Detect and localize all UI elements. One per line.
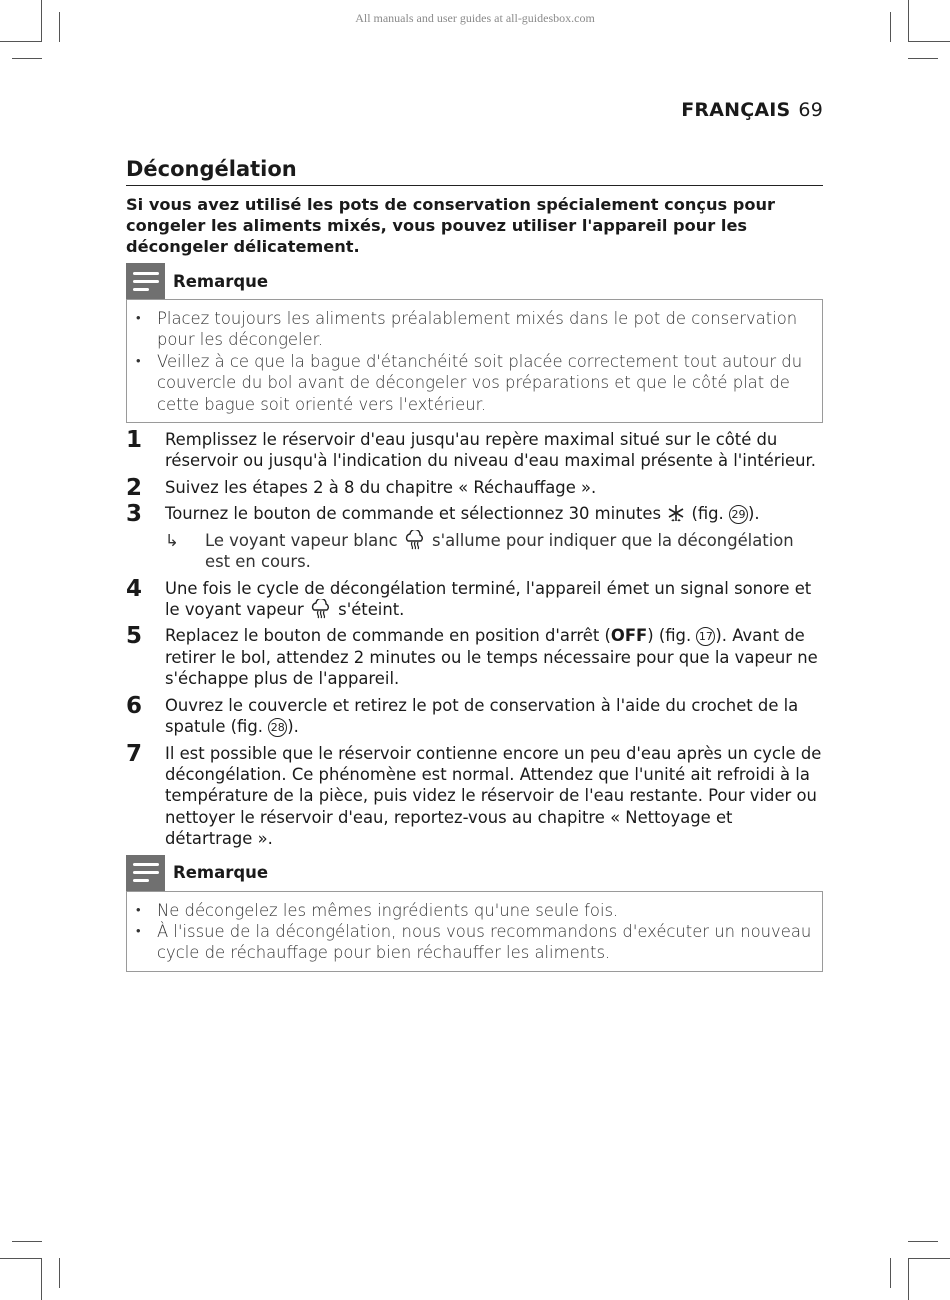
note-bullet-text: Placez toujours les aliments préalablement mixés dans le pot de conservation pour les décongeler. <box>157 309 798 350</box>
crop-mark <box>908 1241 938 1242</box>
step-item <box>126 429 823 472</box>
result-text-part: s'allume pour indiquer que la décongélation est en cours. <box>205 530 794 572</box>
note-header <box>126 263 823 299</box>
crop-mark <box>12 1241 42 1242</box>
note-icon <box>126 263 165 299</box>
step-text: Remplissez le réservoir d'eau jusqu'au repère maximal situé sur le côté du réservoir ou jusqu'à l'indication du niveau d'eau maximal présente à l'intérieur. <box>165 430 816 471</box>
note-header <box>126 855 823 891</box>
step-number: 2 <box>126 474 143 501</box>
step-item <box>126 474 823 501</box>
note-bullet <box>136 921 813 964</box>
result-arrow-icon: ↳ <box>165 530 179 550</box>
bullet-dot: • <box>136 353 141 369</box>
page-header <box>681 99 823 121</box>
steam-light-icon <box>309 599 333 619</box>
crop-mark <box>908 58 938 59</box>
section-title: Décongélation <box>126 156 823 186</box>
step-text-part: s'éteint. <box>338 600 405 620</box>
watermark: All manuals and user guides at all-guidesbox.com <box>355 11 595 25</box>
step-item <box>126 575 823 621</box>
step-text-part: ). <box>748 503 760 523</box>
step-text-part: Replacez le bouton de commande en position d'arrêt ( <box>165 626 611 646</box>
note-bullet-text: Ne décongelez les mêmes ingrédients qu'une seule fois. <box>157 900 619 920</box>
figure-reference: 17 <box>696 627 715 646</box>
step-text-part: ) (fig. <box>647 626 692 646</box>
step-text: Il est possible que le réservoir contienne encore un peu d'eau après un cycle de décongélation. Ce phénomène est normal. Attendez que l'unité ait refroidi à la température de la pièce, puis videz le réservoir de l'eau restante. Pour vider ou nettoyer le réservoir d'eau, reportez-vous au chapitre « Nettoyage et détartrage ». <box>165 743 822 849</box>
off-label: OFF <box>610 626 648 646</box>
step-text: Suivez les étapes 2 à 8 du chapitre « Réchauffage ». <box>165 477 597 497</box>
crop-mark <box>908 1258 909 1300</box>
steam-light-icon <box>403 530 427 550</box>
bullet-dot: • <box>136 311 141 326</box>
note-bullet <box>136 308 813 351</box>
note-icon <box>126 855 165 891</box>
step-number: 1 <box>126 427 143 454</box>
result-text <box>205 530 823 573</box>
step-text <box>165 625 823 689</box>
figure-reference: 28 <box>268 718 287 737</box>
crop-mark <box>0 1258 42 1259</box>
main-content <box>126 156 823 972</box>
defrost-icon <box>666 503 686 523</box>
note-label: Remarque <box>173 271 269 291</box>
language-label: FRANÇAIS <box>681 99 791 121</box>
step-text <box>165 695 823 738</box>
crop-mark <box>0 41 42 42</box>
note-bullet <box>136 351 813 415</box>
figure-reference: 29 <box>729 505 748 524</box>
step-result <box>165 530 823 573</box>
step-item <box>126 740 823 850</box>
step-number: 3 <box>126 500 143 527</box>
step-text-part: ). <box>287 717 299 737</box>
note-bullet-text: Veillez à ce que la bague d'étanchéité soit placée correctement tout autour du couvercle du bol avant de décongeler vos préparations et que le côté plat de cette bague soit orienté vers l'extérieur. <box>157 351 803 414</box>
step-text-part: Une fois le cycle de décongélation terminé, l'appareil émet un signal sonore et le voyant vapeur <box>165 578 812 620</box>
step-number: 5 <box>126 623 143 650</box>
crop-mark <box>12 58 42 59</box>
step-text-part: ). Avant de retirer le bol, attendez 2 minutes ou le temps nécessaire pour que la vapeur ne s'échappe plus de l'appareil. <box>165 626 818 689</box>
note-box <box>126 299 823 423</box>
step-text <box>165 503 823 525</box>
note-box <box>126 891 823 972</box>
section-intro: Si vous avez utilisé les pots de conservation spécialement conçus pour congeler les aliments mixés, vous pouvez utiliser l'appareil pour les décongeler délicatement. <box>126 195 775 256</box>
step-text-part: (fig. <box>691 503 724 523</box>
crop-mark <box>890 1258 891 1288</box>
step-text-part: Ouvrez le couvercle et retirez le pot de conservation à l'aide du crochet de la spatule (fig. <box>165 695 799 737</box>
result-text-part: Le voyant vapeur blanc <box>205 530 398 550</box>
step-text-part: Tournez le bouton de commande et sélectionnez 30 minutes <box>165 503 661 523</box>
note-bullet <box>136 900 813 921</box>
note-label: Remarque <box>173 863 269 883</box>
step-item <box>126 500 823 527</box>
step-item <box>126 625 823 689</box>
page-number: 69 <box>798 99 823 121</box>
step-text <box>165 578 823 621</box>
crop-mark <box>41 1258 42 1300</box>
step-list <box>126 429 823 850</box>
step-item <box>126 692 823 738</box>
crop-mark <box>59 1258 60 1288</box>
step-number: 7 <box>126 740 143 767</box>
step-number: 4 <box>126 575 143 602</box>
crop-mark <box>908 41 950 42</box>
bullet-dot: • <box>136 902 141 918</box>
crop-mark <box>908 1258 950 1259</box>
bullet-dot: • <box>136 923 141 939</box>
step-number: 6 <box>126 692 143 719</box>
note-bullet-text: À l'issue de la décongélation, nous vous recommandons d'exécuter un nouveau cycle de réchauffage pour bien réchauffer les aliments. <box>157 921 812 963</box>
